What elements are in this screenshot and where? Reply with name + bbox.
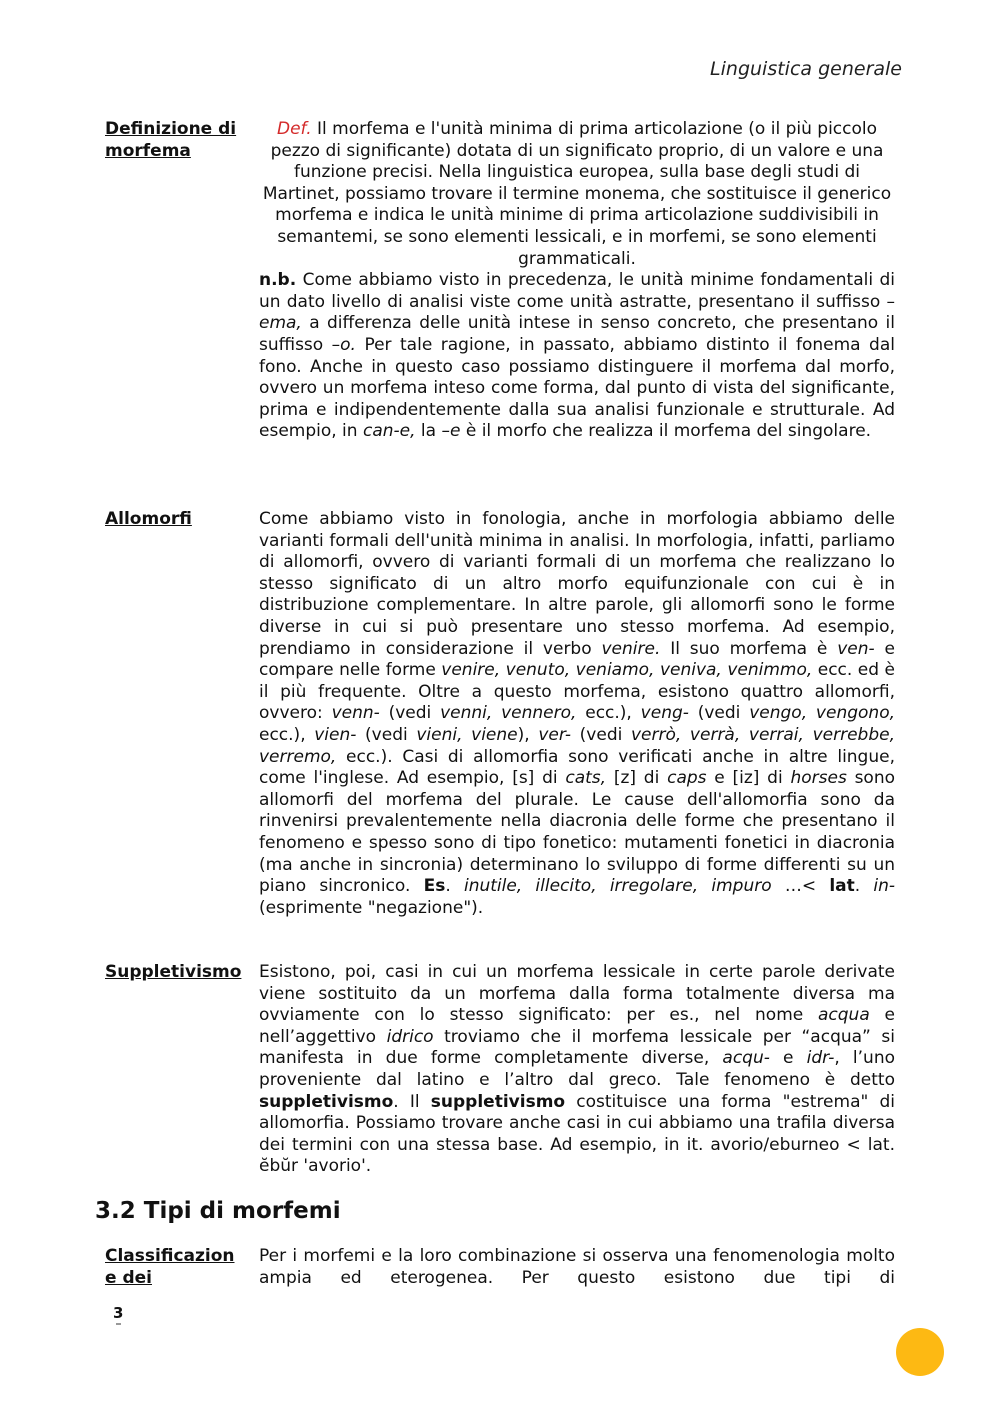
section-heading-tipi-di-morfemi: 3.2 Tipi di morfemi [95, 1198, 341, 1224]
margin-label-suppletivismo: Suppletivismo [105, 962, 242, 982]
classificazione-body: Per i morfemi e la loro combinazione si osserva una fenomenologia molto ampia ed eterogenea. Per questo esistono due tipi di [259, 1246, 895, 1288]
def-marker: Def. [276, 119, 312, 139]
definizione-paragraph [259, 119, 895, 270]
yellow-circle-icon[interactable] [896, 1328, 944, 1376]
page-number: 3 [113, 1304, 124, 1322]
suppletivismo-body: Esistono, poi, casi in cui un morfema lessicale in certe parole derivate viene sostituito da un morfema dalla forma totalmente diversa ma ovviamente con lo stesso significato: per es., nel nome acqua e nell’aggettivo idrico troviamo che il morfema lessicale per “acqua” si manifesta in due forme completamente diverse, acqu- e idr-, l’uno proveniente dal latino e l’altro dal greco. Tale fenomeno è detto suppletivismo. Il suppletivismo costituisce una forma "estrema" di allomorfia. Possiamo trovare anche casi in cui abbiamo una trafila diversa dei termini con una stessa base. Ad esempio, in it. avorio/eburneo < lat. ĕbŭr 'avorio'. [259, 962, 895, 1177]
margin-label-classificazione: Classificazione dei [105, 1246, 235, 1288]
definizione-body [259, 119, 895, 443]
running-header: Linguistica generale [710, 58, 902, 80]
allomorfi-body: Come abbiamo visto in fonologia, anche in morfologia abbiamo delle varianti formali dell'unità minima in analisi. In morfologia, infatti, parliamo di allomorfi, ovvero di varianti formali di un morfema che realizzano lo stesso significato di un altro morfo equifunzionale con cui è in distribuzione complementare. In altre parole, gli allomorfi sono le forme diverse in cui si può presentare uno stesso morfema. Ad esempio, prendiamo in considerazione il verbo venire. Il suo morfema è ven- e compare nelle forme venire, venuto, veniamo, veniva, venimmo, ecc. ed è il più frequente. Oltre a questo morfema, esistono quattro allomorfi, ovvero: venn- (vedi venni, vennero, ecc.), veng- (vedi vengo, vengono, ecc.), vien- (vedi vieni, viene), ver- (vedi verrò, verrà, verrai, verrebbe, verremo, ecc.). Casi di allomorfia sono verificati anche in altre lingue, come l'inglese. Ad esempio, [s] di cats, [z] di caps e [iz] di horses sono allomorfi del morfema del plurale. Le cause dell'allomorfia sono da rinvenirsi prevalentemente nella diacronia delle forme che presentano il fenomeno e spesso sono di tipo fonetico: mutamenti fonetici in diacronia (ma anche in sincronia) determinano lo sviluppo di forme differenti su un piano sincronico. Es. inutile, illecito, irregolare, impuro …< lat. in- (esprimente "negazione"). [259, 509, 896, 918]
nb-paragraph: n.b. Come abbiamo visto in precedenza, le unità minime fondamentali di un dato livello di analisi viste come unità astratte, presentano il suffisso –ema, a differenza delle unità intese in senso concreto, che presentano il suffisso –o. Per tale ragione, in passato, abbiamo distinto il fonema dal fono. Anche in questo caso possiamo distinguere il morfema dal morfo, ovvero un morfema inteso come forma, dal punto di vista del significante, prima e indipendentemente dalla sua analisi funzionale e strutturale. Ad esempio, in can-e, la –e è il morfo che realizza il morfema del singolare. [259, 270, 895, 442]
definizione-text: Il morfema e l'unità minima di prima articolazione (o il più piccolo pezzo di significante) dotata di un significato proprio, di un valore e una funzione precisi. Nella linguistica europea, sulla base degli studi di Martinet, possiamo trovare il termine monema, che sostituisce il generico morfema e indica le unità minime di prima articolazione suddivisibili in semantemi, se sono elementi lessicali, e in morfemi, se sono elementi grammaticali. [262, 119, 892, 269]
margin-label-allomorfi: Allomorfi [105, 509, 192, 529]
margin-label-definizione: Definizione di morfema [105, 119, 237, 161]
nb-label: n.b. [259, 270, 297, 291]
